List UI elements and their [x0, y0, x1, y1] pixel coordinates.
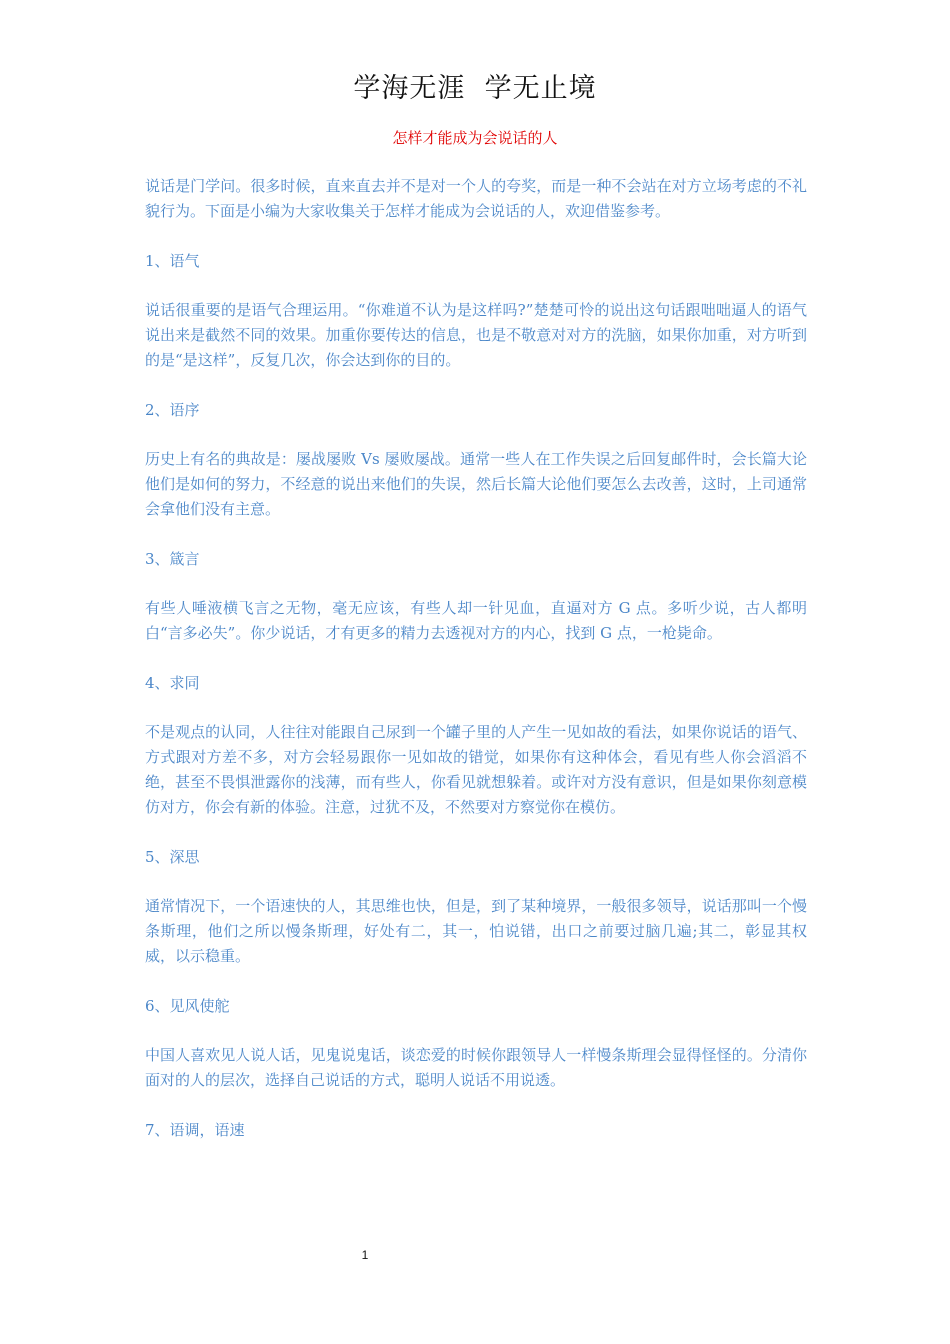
intro-paragraph: 说话是门学问。很多时候，直来直去并不是对一个人的夸奖，而是一种不会站在对方立场考虑的不礼貌行为。下面是小编为大家收集关于怎样才能成为会说话的人，欢迎借鉴参考。	[145, 177, 807, 220]
header-title: 学海无涯 学无止境	[353, 73, 597, 104]
page-title: 怎样才能成为会说话的人	[392, 129, 558, 147]
section-heading: 7、语调，语速	[145, 1120, 245, 1139]
section-body: 中国人喜欢见人说人话，见鬼说鬼话，谈恋爱的时候你跟领导人一样慢条斯理会显得怪怪的。分清你面对的人的层次，选择自己说话的方式，聪明人说话不用说透。	[145, 1046, 807, 1089]
section-body: 通常情况下，一个语速快的人，其思维也快，但是，到了某种境界，一般很多领导，说话那叫一个慢条斯理，他们之所以慢条斯理，好处有二，其一，怕说错，出口之前要过脑几遍;其二，彰显其权威，以示稳重。	[145, 897, 807, 965]
section-heading: 1、语气	[145, 251, 200, 270]
document-body	[145, 174, 807, 1167]
section-body: 历史上有名的典故是：屡战屡败 Vs 屡败屡战。通常一些人在工作失误之后回复邮件时，会长篇大论他们是如何的努力，不经意的说出来他们的失误，然后长篇大论他们要怎么去改善，这时，上司通常会拿他们没有主意。	[145, 450, 807, 518]
section-heading: 6、见风使舵	[145, 996, 230, 1015]
section-heading: 3、箴言	[145, 549, 200, 568]
section-body: 说话很重要的是语气合理运用。“你难道不认为是这样吗?”楚楚可怜的说出这句话跟咄咄逼人的语气说出来是截然不同的效果。加重你要传达的信息，也是不敬意对对方的洗脑，如果你加重，对方听到的是“是这样”，反复几次，你会达到你的目的。	[145, 301, 807, 369]
section-body: 不是观点的认同，人往往对能跟自己尿到一个罐子里的人产生一见如故的看法，如果你说话的语气、方式跟对方差不多，对方会轻易跟你一见如故的错觉，如果你有这种体会，看见有些人你会滔滔不绝，甚至不畏惧泄露你的浅薄，而有些人，你看见就想躲着。或许对方没有意识，但是如果你刻意模仿对方，你会有新的体验。注意，过犹不及，不然要对方察觉你在模仿。	[145, 723, 807, 816]
section-heading: 5、深思	[145, 847, 200, 866]
page-number: 1	[361, 1248, 369, 1262]
section-heading: 2、语序	[145, 400, 200, 419]
section-body: 有些人唾液横飞言之无物，毫无应该，有些人却一针见血，直逼对方 G 点。多听少说，古人都明白“言多必失”。你少说话，才有更多的精力去透视对方的内心，找到 G 点，一枪毙命。	[145, 599, 807, 642]
section-heading: 4、求同	[145, 673, 200, 692]
